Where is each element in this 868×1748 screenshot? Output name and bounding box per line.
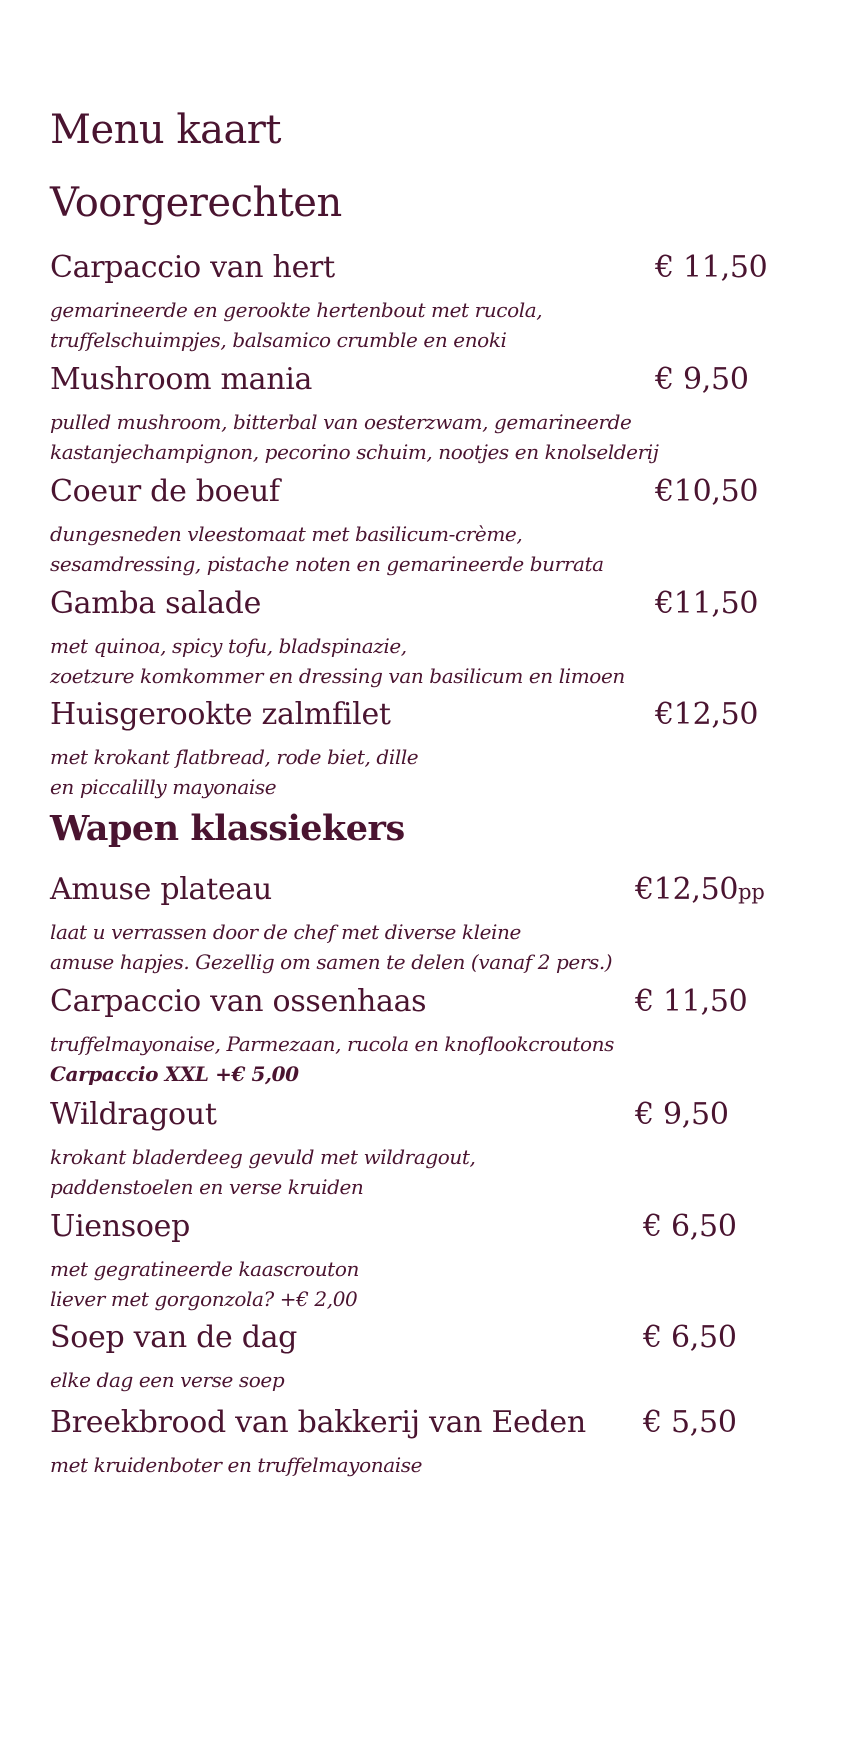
description-line: pulled mushroom, bitterbal van oesterzwam, gemarineerde <box>50 410 632 434</box>
item-name: Wildragout <box>50 1097 217 1132</box>
section-title-wapen-klassiekers: Wapen klassiekers <box>50 808 405 849</box>
description-line: met quinoa, spicy tofu, bladspinazie, <box>50 634 407 658</box>
item-price: €10,50 <box>655 474 759 509</box>
description-line: paddenstoelen en verse kruiden <box>50 1175 364 1199</box>
item-price: €11,50 <box>655 586 759 621</box>
description-line: truffelmayonaise, Parmezaan, rucola en knoflookcroutons <box>50 1032 614 1056</box>
page-title: Menu kaart <box>50 107 281 153</box>
item-description <box>50 631 625 691</box>
item-name: Breekbrood van bakkerij van Eeden <box>50 1405 586 1440</box>
description-line: laat u verrassen door de chef met diverse kleine <box>50 920 521 944</box>
item-price <box>635 872 764 907</box>
item-name: Amuse plateau <box>50 872 272 907</box>
item-name: Gamba salade <box>50 586 262 621</box>
description-line: en piccalilly mayonaise <box>50 775 277 799</box>
item-description <box>50 295 542 355</box>
item-price: € 9,50 <box>655 362 749 397</box>
item-price: €12,50 <box>655 697 759 732</box>
item-description <box>50 1254 359 1314</box>
description-extra: Carpaccio XXL +€ 5,00 <box>50 1062 299 1086</box>
item-name: Uiensoep <box>50 1209 190 1244</box>
item-name: Soep van de dag <box>50 1320 298 1355</box>
item-name: Huisgerookte zalmfilet <box>50 697 391 732</box>
item-description <box>50 1450 422 1480</box>
description-line: gemarineerde en gerookte hertenbout met rucola, <box>50 298 543 322</box>
description-line: zoetzure komkommer en dressing van basilicum en limoen <box>50 664 625 688</box>
item-description <box>50 1029 614 1089</box>
description-line: met krokant flatbread, rode biet, dille <box>50 745 419 769</box>
item-description <box>50 742 418 802</box>
description-line: liever met gorgonzola? +€ 2,00 <box>50 1287 358 1311</box>
description-line: krokant bladerdeeg gevuld met wildragout, <box>50 1145 476 1169</box>
item-price: € 5,50 <box>643 1405 737 1440</box>
item-price: € 6,50 <box>643 1209 737 1244</box>
item-price: € 9,50 <box>635 1097 729 1132</box>
item-description <box>50 1142 476 1202</box>
item-description <box>50 1365 284 1395</box>
item-name: Mushroom mania <box>50 362 313 397</box>
description-line: sesamdressing, pistache noten en gemarineerde burrata <box>50 552 604 576</box>
item-name: Carpaccio van ossenhaas <box>50 984 427 1019</box>
item-name: Coeur de boeuf <box>50 474 280 509</box>
item-name: Carpaccio van hert <box>50 250 335 285</box>
item-price: € 11,50 <box>655 250 768 285</box>
description-line: met gegratineerde kaascrouton <box>50 1257 359 1281</box>
item-description <box>50 917 612 977</box>
description-line: met kruidenboter en truffelmayonaise <box>50 1453 423 1477</box>
description-line: dungesneden vleestomaat met basilicum-crème, <box>50 522 523 546</box>
price-unit: pp <box>738 880 765 904</box>
description-line: truffelschuimpjes, balsamico crumble en enoki <box>50 328 507 352</box>
item-price: € 11,50 <box>635 984 748 1019</box>
item-description <box>50 519 604 579</box>
description-line: elke dag een verse soep <box>50 1368 285 1392</box>
section-title-voorgerechten: Voorgerechten <box>50 180 342 226</box>
description-line: amuse hapjes. Gezellig om samen te delen (vanaf 2 pers.) <box>50 950 613 974</box>
item-description <box>50 407 659 467</box>
price-value: €12,50 <box>635 872 739 907</box>
description-line: kastanjechampignon, pecorino schuim, nootjes en knolselderij <box>50 440 659 464</box>
item-price: € 6,50 <box>643 1320 737 1355</box>
